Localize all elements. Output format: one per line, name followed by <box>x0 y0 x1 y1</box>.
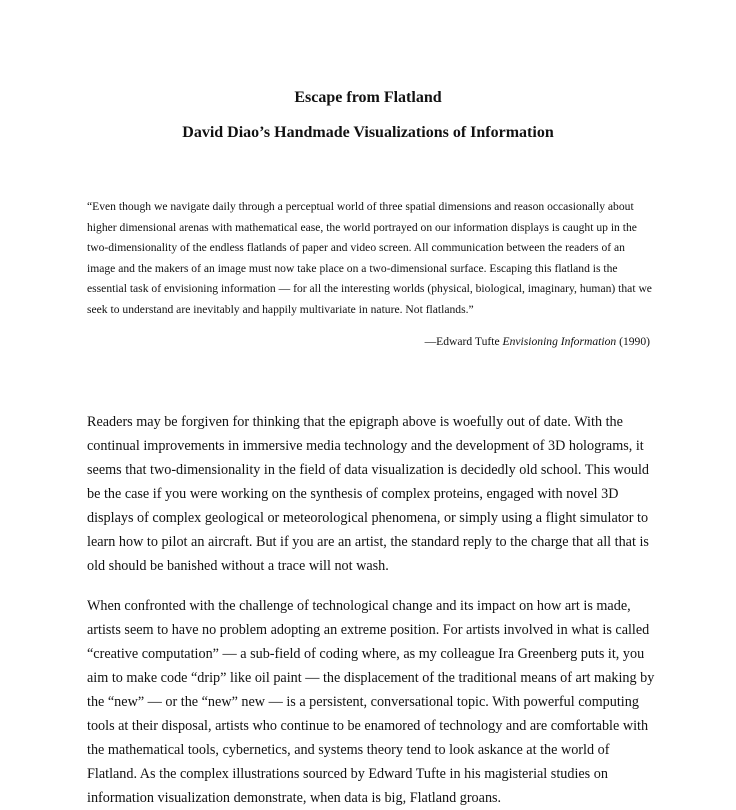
body-paragraph-2: When confronted with the challenge of technological change and its impact on how art is made, artists seem to have no problem adopting an extreme position. For artists involved in what is called “creative computation” — a sub-field of coding where, as my colleague Ira Greenberg puts it, you aim to make code “drip” like oil paint — the displacement of the traditional means of art making by the “new” — or the “new” new — is a persistent, conversational topic. With powerful computing tools at their disposal, artists who continue to be enamored of technology and are comfortable with the mathematical tools, cybernetics, and systems theory tend to look askance at the world of Flatland. As the complex illustrations sourced by Edward Tufte in his magisterial studies on information visualization demonstrate, when data is big, Flatland groans. <box>87 598 655 806</box>
epigraph-attribution <box>425 334 650 350</box>
attribution-author: —Edward Tufte <box>424 335 503 348</box>
attribution-work-title: Envisioning Information <box>502 335 617 348</box>
epigraph-quote: “Even though we navigate daily through a perceptual world of three spatial dimensions and reason occasionally about higher dimensional arenas with mathematical ease, the world portrayed on our information displays is caught up in the two-dimensionality of the endless flatlands of paper and video screen. All communication between the readers of an image and the makers of an image must now take place on a two-dimensional surface. Escaping this flatland is the essential task of envisioning information — for all the interesting worlds (physical, biological, imaginary, human) that we seek to understand are inevitably and happily multivariate in nature. Not flatlands.” <box>87 200 652 316</box>
page-subtitle: David Diao’s Handmade Visualizations of Information <box>182 124 554 141</box>
page-title: Escape from Flatland <box>294 89 442 106</box>
attribution-year: (1990) <box>616 335 650 348</box>
body-paragraph-1: Readers may be forgiven for thinking that the epigraph above is woefully out of date. With the continual improvements in immersive media technology and the development of 3D holograms, it seems that two-dimensionality in the field of data visualization is decidedly old school. This would be the case if you were working on the synthesis of complex proteins, engaged with novel 3D displays of complex geological or meteorological phenomena, or simply using a flight simulator to learn how to pilot an aircraft. But if you are an artist, the standard reply to the charge that all that is old should be banished without a trace will not wash. <box>87 414 650 574</box>
